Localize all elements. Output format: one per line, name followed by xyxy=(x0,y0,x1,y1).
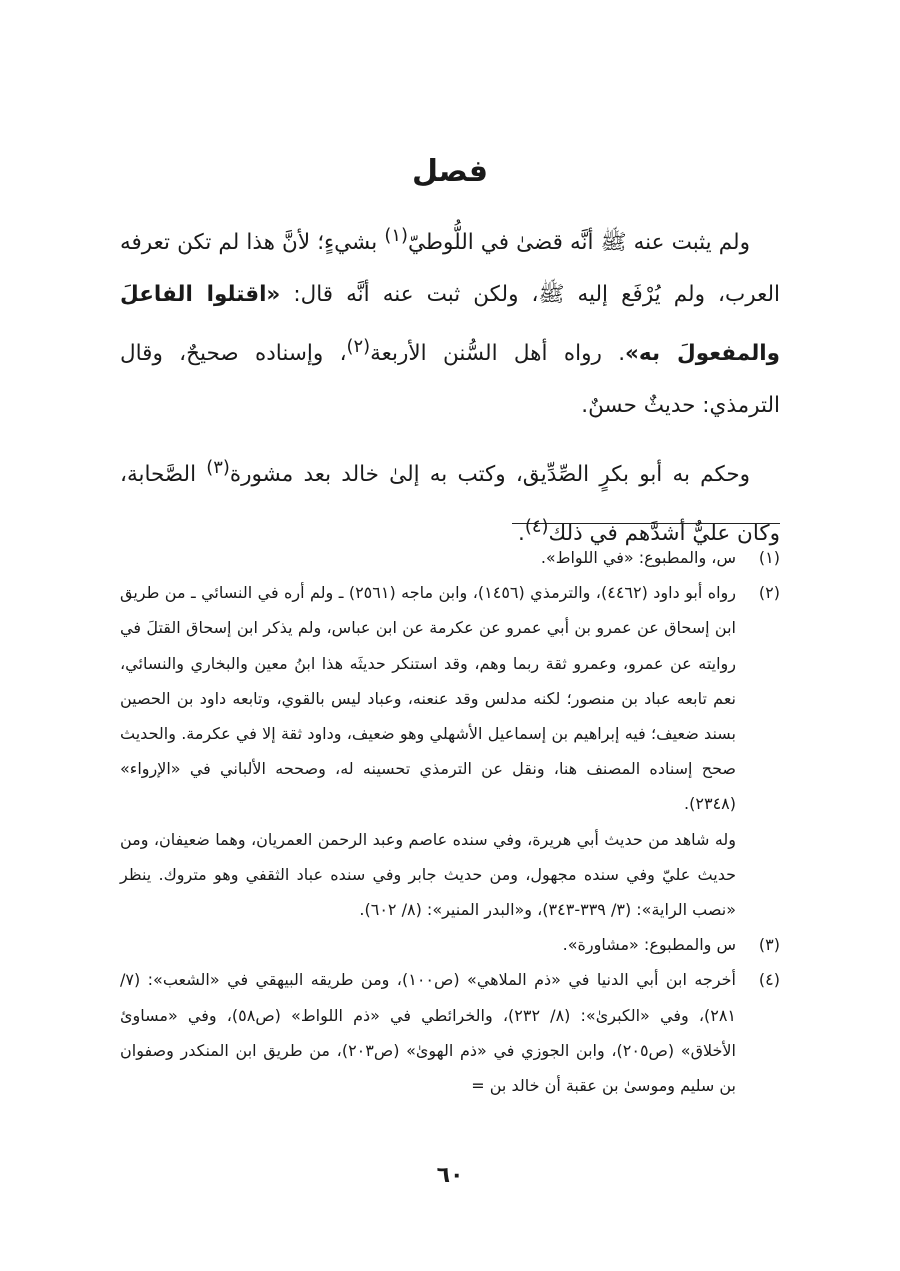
footnote-ref-1: (١) xyxy=(384,225,408,246)
footnote-number: (٤) xyxy=(758,970,780,990)
page-number: ٦٠ xyxy=(436,1163,464,1188)
footnote-number: (١) xyxy=(758,548,780,567)
paragraph-1-text-d: ، وإسناده صحيحٌ، وقال الترمذي: حديثٌ حسنٌ. xyxy=(120,341,780,419)
footnote-text-continued: وله شاهد من حديث أبي هريرة، وفي سنده عاصم وعبد الرحمن العمريان، وهما ضعيفان، ومن حديث عليّ وفي سنده مجهول، ومن حديث جابر وفي سنده عباد الثقفي وهو متروك. ينظر «نصب الراية»: (٣/ ٣٣٩-٣٤٣)، و«البدر المنير»: (٨/ ٦٠٢). xyxy=(120,829,736,920)
footnote-ref-2: (٢) xyxy=(346,336,371,358)
paragraph-2-text-c: . xyxy=(518,521,525,547)
main-text xyxy=(120,210,780,561)
footnote-1 xyxy=(120,540,780,575)
paragraph-2-text-a: وحكم به أبو بكرٍ الصِّدِّيق، وكتب به إلىٰ خالد بعد مشورة xyxy=(229,462,750,488)
footnote-text: أخرجه ابن أبي الدنيا في «ذم الملاهي» (ص١٠٠)، ومن طريقه البيهقي في «الشعب»: (٧/ ٢٨١)، وفي «الكبرىٰ»: (٨/ ٢٣٢)، والخرائطي في «ذم اللواط» (ص٥٨)، وفي «مساوئ الأخلاق» (ص٢٠٥)، وابن الجوزي في «ذم الهوىٰ» (ص٢٠٣)، من طريق ابن المنكدر وصفوان بن سليم وموسىٰ بن عقبة أن خالد بن = xyxy=(120,970,737,1096)
paragraph-1-text-b: بشيءٍ؛ لأنَّ هذا لم تكن تعرفه العرب، ولم يُرْفَع إليه ﷺ، ولكن ثبت عنه أنَّه قال: xyxy=(120,230,780,308)
footnote-2 xyxy=(120,575,780,927)
footnote-text: س، والمطبوع: «في اللواط». xyxy=(540,548,736,567)
hadith-quote: «اقتلوا الفاعلَ والمفعولَ به» xyxy=(120,282,780,367)
footnotes xyxy=(120,540,780,1103)
footnote-number: (٣) xyxy=(758,935,780,955)
paragraph-1-text-c: . رواه أهل السُّنن الأربعة xyxy=(370,341,626,367)
section-heading: فصل xyxy=(412,154,488,189)
paragraph-2-text-b: الصَّحابة، وكان عليٌّ أشدَّهم في ذلك xyxy=(120,462,780,547)
footnote-ref-3: (٣) xyxy=(206,457,230,479)
paragraph-1 xyxy=(120,210,780,432)
footnote-4 xyxy=(120,962,780,1103)
footnote-text: س والمطبوع: «مشاورة». xyxy=(562,935,736,955)
footnote-ref-4: (٤) xyxy=(524,516,549,538)
footnote-text: رواه أبو داود (٤٤٦٢)، والترمذي (١٤٥٦)، وابن ماجه (٢٥٦١) ـ ولم أره في النسائي ـ من طريق ابن إسحاق عن عمرو بن أبي عمرو عن عكرمة عن ابن عباس، ولم يذكر ابن إسحاق القتلَ في روايته عن عمرو، وعمرو ثقة ربما وهم، وقد استنكر حديثَه هذا ابنُ معين والبخاري والنسائي، نعم تابعه عباد بن منصور؛ لكنه مدلس وقد عنعنه، وعباد ليس بالقوي، وتابعه داود بن الحصين بسند ضعيف؛ فيه إبراهيم بن إسماعيل الأشهلي وهو ضعيف، وداود ثقة إلا في عكرمة. والحديث صحح إسناده المصنف هنا، ونقل عن الترمذي تحسينه له، وصححه الألباني في «الإرواء» (٢٣٤٨). xyxy=(120,583,737,814)
footnote-separator xyxy=(512,523,780,524)
footnote-3 xyxy=(120,927,780,962)
paragraph-1-text-a: ولم يثبت عنه ﷺ أنَّه قضىٰ في اللُّوطيّ xyxy=(407,230,750,256)
footnote-number: (٢) xyxy=(758,583,780,603)
